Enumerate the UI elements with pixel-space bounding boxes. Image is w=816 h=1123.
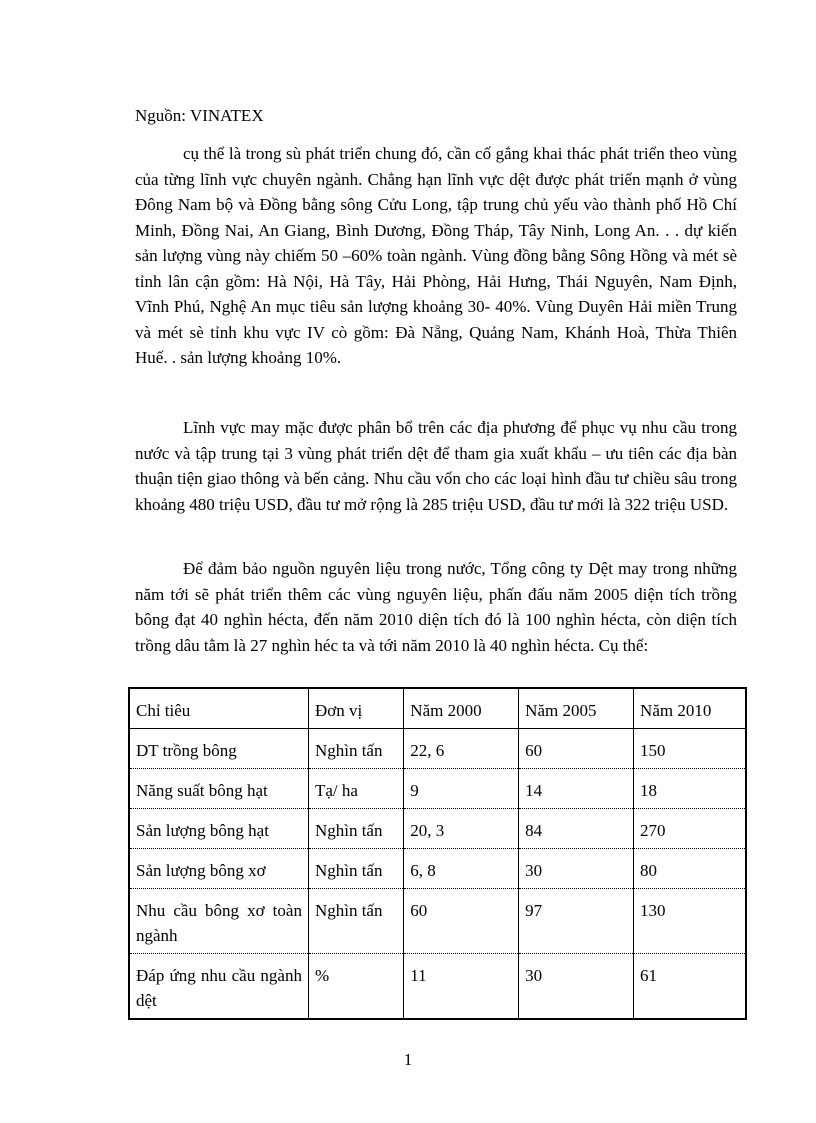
paragraph-raw-materials: Để đảm bảo nguồn nguyên liệu trong nước, Tổng công ty Dệt may trong những năm tới sẽ phát triển thêm các vùng nguyên liệu, phấn đấu năm 2005 diện tích trồng bông đạt 40 nghìn hécta, đến năm 2010 diện tích đó là 100 nghìn hécta, còn diện tích trồng dâu tằm là 27 nghìn héc ta và tới năm 2010 là 40 nghìn hécta. Cụ thể:	[135, 559, 737, 655]
cotton-targets-table	[128, 687, 747, 1020]
table-row	[129, 954, 746, 1020]
table-row	[129, 729, 746, 769]
header-cell: Năm 2000	[404, 688, 519, 729]
page-number: 1	[403, 1050, 413, 1069]
table-cell: Nhu cầu bông xơ toàn ngành	[129, 889, 308, 954]
table-cell: 14	[519, 769, 634, 809]
table-cell: 20, 3	[404, 809, 519, 849]
table-row	[129, 769, 746, 809]
table-row	[129, 889, 746, 954]
table-cell: Đáp ứng nhu cầu ngành dệt	[129, 954, 308, 1020]
paragraph-regional-development: cụ thể là trong sù phát triển chung đó, cần cố gắng khai thác phát triển theo vùng của từng lĩnh vực chuyên ngành. Chẳng hạn lĩnh vực dệt được phát triển mạnh ở vùng Đông Nam bộ và Đồng bằng sông Cửu Long, tập trung chủ yếu vào thành phố Hồ Chí Minh, Đồng Nai, An Giang, Bình Dương, Đồng Tháp, Tây Ninh, Long An. . . dự kiến sản lượng vùng này chiếm 50 –60% toàn ngành. Vùng đồng bằng Sông Hồng và mét sè tỉnh lân cận gồm: Hà Nội, Hà Tây, Hải Phòng, Hải Hưng, Thái Nguyên, Nam Định, Vĩnh Phú, Nghệ An mục tiêu sản lượng khoảng 30- 40%. Vùng Duyên Hải miền Trung và mét sè tỉnh khu vực IV cò gồm: Đà Nẵng, Quảng Nam, Khánh Hoà, Thừa Thiên Huế. . sản lượng khoảng 10%.	[135, 144, 737, 367]
table-cell: 97	[519, 889, 634, 954]
table-cell: 80	[634, 849, 746, 889]
table-cell: %	[308, 954, 403, 1020]
header-cell: Năm 2005	[519, 688, 634, 729]
table-cell: Sản lượng bông hạt	[129, 809, 308, 849]
table-cell: DT trồng bông	[129, 729, 308, 769]
table-cell: Sản lượng bông xơ	[129, 849, 308, 889]
table-cell: 18	[634, 769, 746, 809]
table-cell: Nghìn tấn	[308, 849, 403, 889]
table-cell: 150	[634, 729, 746, 769]
table-cell: 60	[519, 729, 634, 769]
source-line: Nguồn: VINATEX	[135, 106, 264, 125]
table-row	[129, 849, 746, 889]
table-cell: 84	[519, 809, 634, 849]
table-cell: 30	[519, 954, 634, 1020]
table-cell: 61	[634, 954, 746, 1020]
paragraph-garment-sector: Lĩnh vực may mặc được phân bổ trên các địa phương để phục vụ nhu cầu trong nước và tập trung tại 3 vùng phát triển dệt để tham gia xuất khẩu – ưu tiên các địa bàn thuận tiện giao thông và bến cảng. Nhu cầu vốn cho các loại hình đầu tư chiều sâu trong khoảng 480 triệu USD, đầu tư mở rộng là 285 triệu USD, đầu tư mới là 322 triệu USD.	[135, 418, 737, 514]
table-cell: Nghìn tấn	[308, 889, 403, 954]
table-cell: Tạ/ ha	[308, 769, 403, 809]
table-cell: Nghìn tấn	[308, 809, 403, 849]
header-cell: Chỉ tiêu	[129, 688, 308, 729]
header-cell: Đơn vị	[308, 688, 403, 729]
table-cell: 60	[404, 889, 519, 954]
table-row	[129, 809, 746, 849]
table-cell: 22, 6	[404, 729, 519, 769]
header-cell: Năm 2010	[634, 688, 746, 729]
table-cell: Năng suất bông hạt	[129, 769, 308, 809]
table-cell: 6, 8	[404, 849, 519, 889]
table-cell: 270	[634, 809, 746, 849]
table-header-row	[129, 688, 746, 729]
table-cell: 9	[404, 769, 519, 809]
table-cell: 11	[404, 954, 519, 1020]
table-cell: 130	[634, 889, 746, 954]
table-cell: 30	[519, 849, 634, 889]
table-cell: Nghìn tấn	[308, 729, 403, 769]
